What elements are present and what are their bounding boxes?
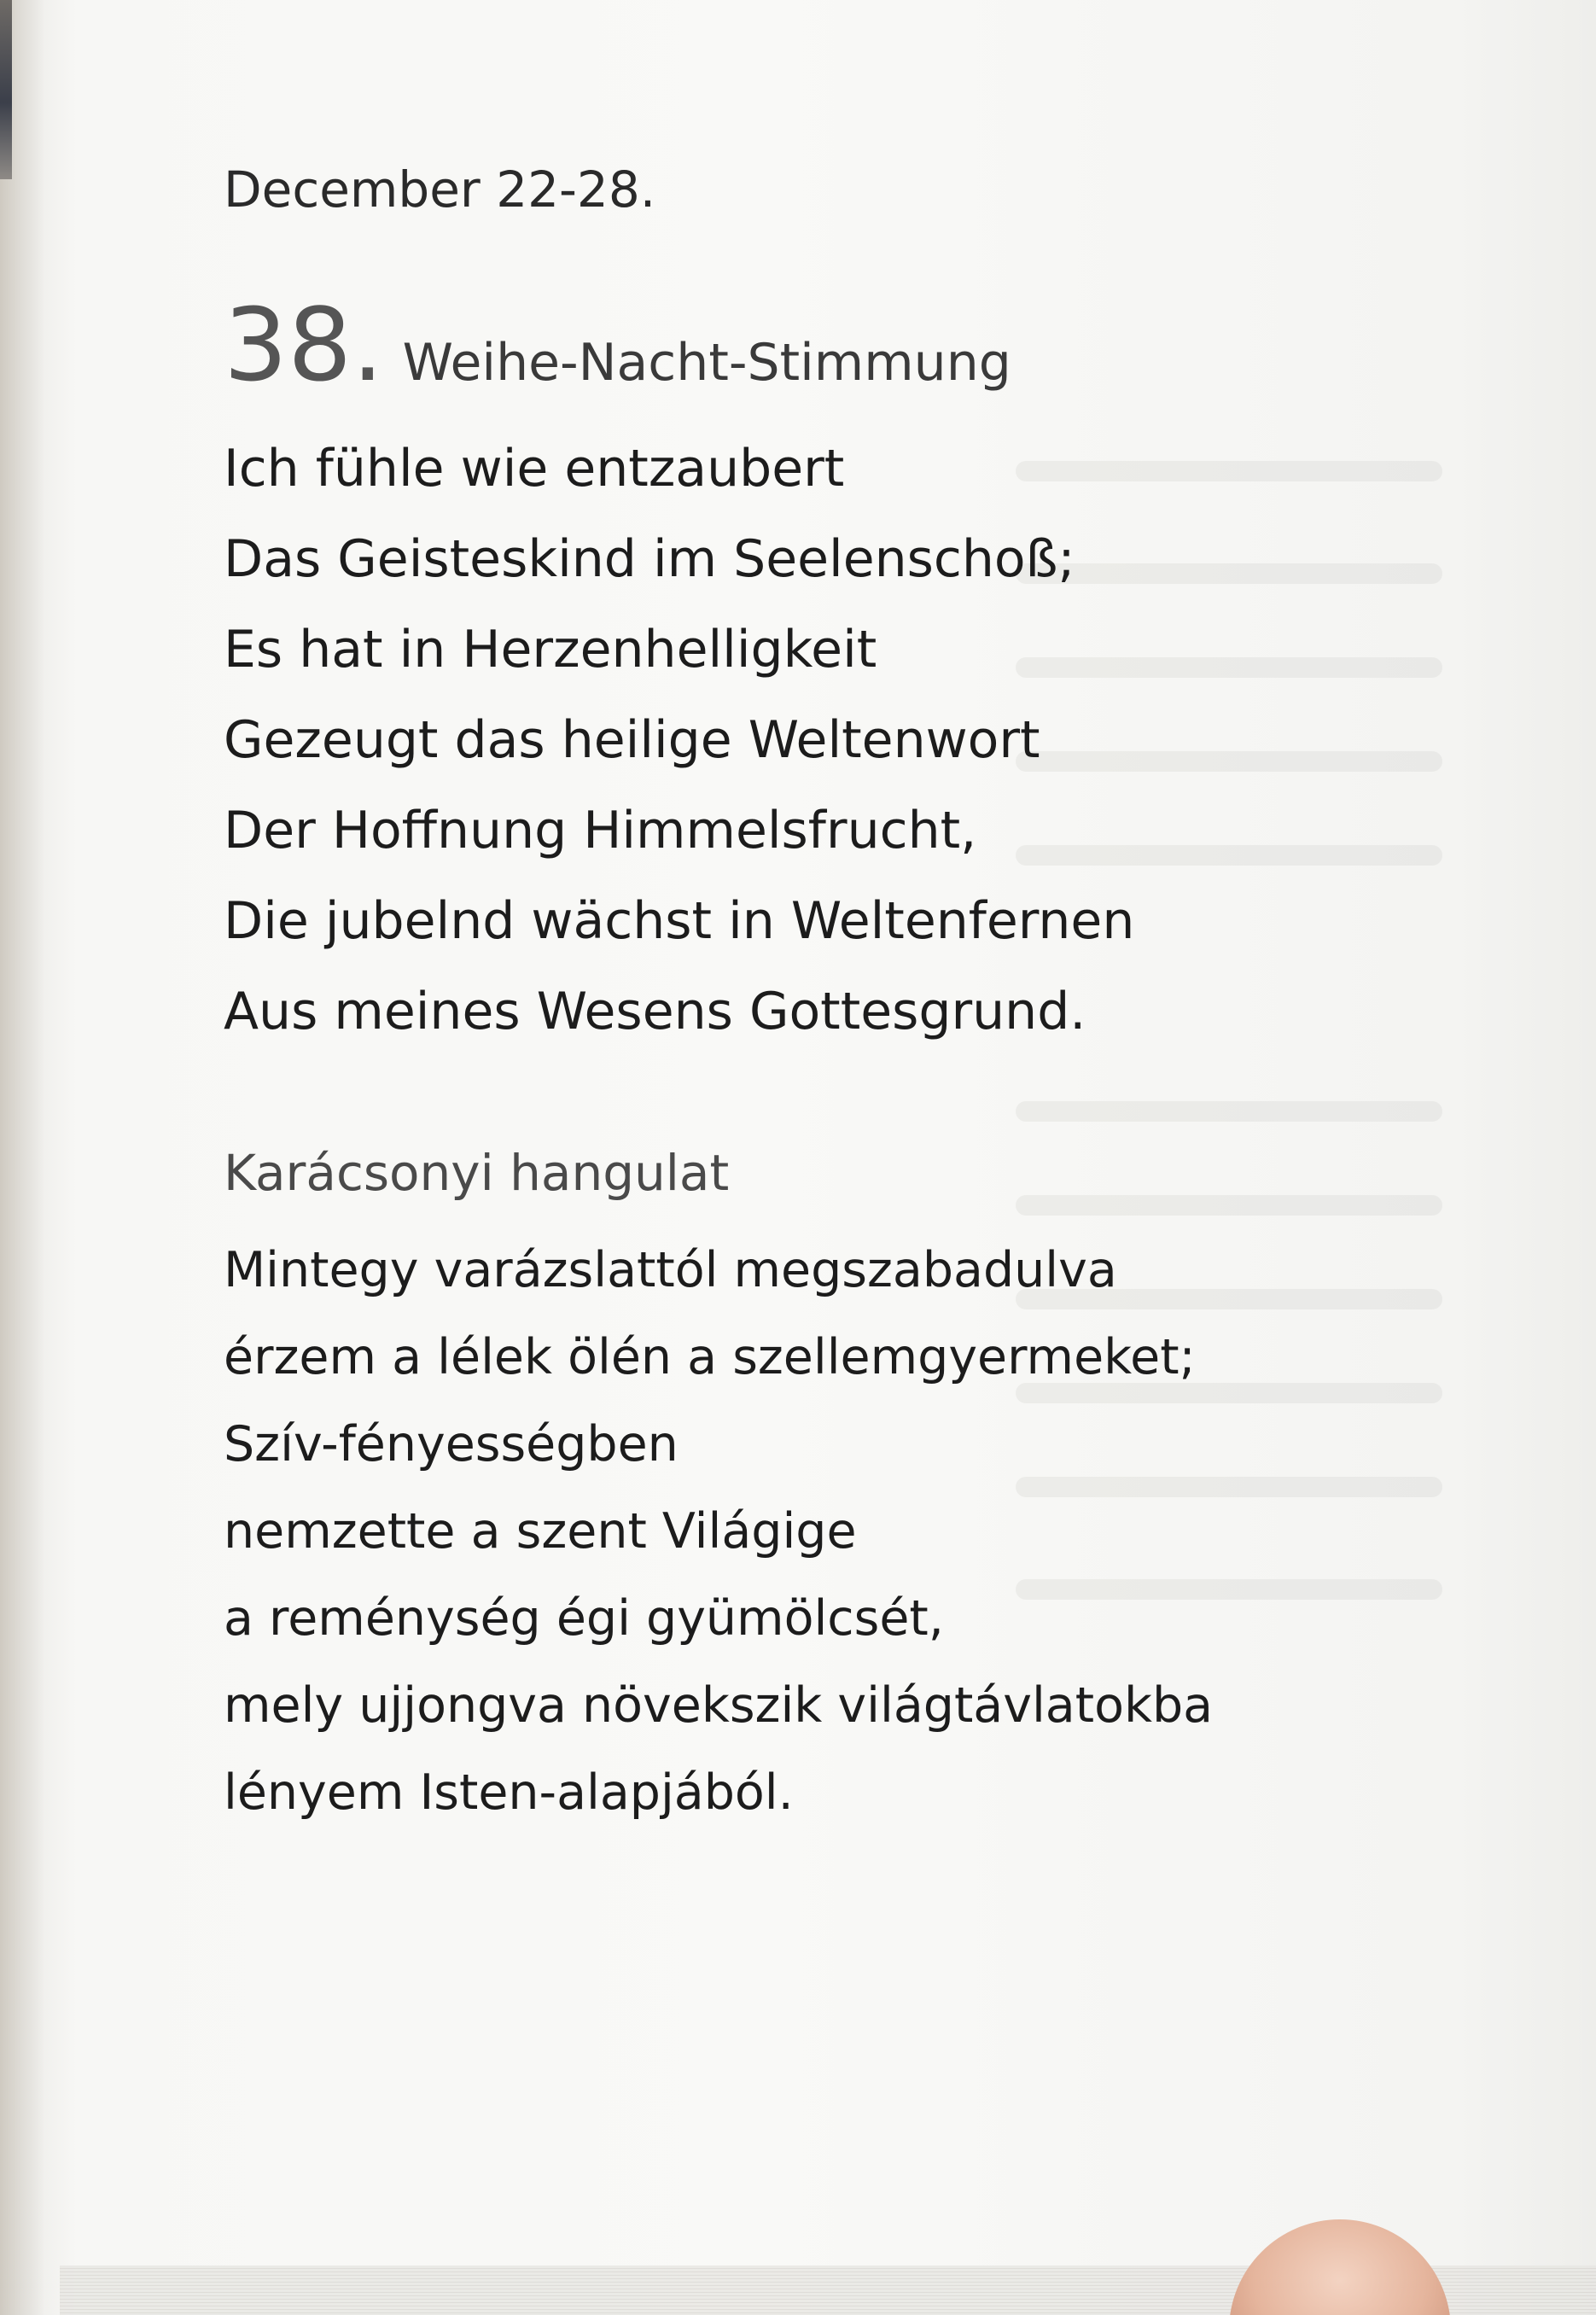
verse-line: Mintegy varázslattól megszabadulva — [224, 1242, 1117, 1298]
verse-line: Der Hoffnung Himmelsfrucht, — [224, 801, 977, 860]
poem-title: Weihe-Nacht-Stimmung — [402, 333, 1011, 393]
verse-line: Das Geisteskind im Seelenschoß; — [224, 529, 1075, 589]
verse-line: Aus meines Wesens Gottesgrund. — [224, 982, 1086, 1041]
poem-heading — [224, 286, 1011, 404]
bleed-through-text — [1016, 1195, 1442, 1216]
thumb — [1229, 2219, 1451, 2315]
verse-line: mely ujjongva növekszik világtávlatokba — [224, 1677, 1214, 1734]
verse-line: nemzette a szent Világige — [224, 1503, 857, 1560]
verse-line: lényem Isten-alapjából. — [224, 1764, 794, 1821]
verse-line: érzem a lélek ölén a szellemgyermeket; — [224, 1329, 1196, 1385]
bleed-through-text — [1016, 1101, 1442, 1122]
poem-number: 38. — [224, 286, 384, 404]
book-spine-shadow — [0, 0, 44, 2315]
translation-title: Karácsonyi hangulat — [224, 1144, 730, 1202]
verse-line: Gezeugt das heilige Weltenwort — [224, 710, 1040, 770]
verse-line: a reménység égi gyümölcsét, — [224, 1590, 944, 1647]
hungarian-verse — [224, 1227, 1213, 1836]
book-spine-edge — [0, 0, 12, 179]
verse-line: Die jubelnd wächst in Weltenfernen — [224, 891, 1135, 951]
verse-line: Ich fühle wie entzaubert — [224, 439, 845, 499]
verse-line: Es hat in Herzenhelligkeit — [224, 620, 877, 679]
date-heading: December 22-28. — [224, 160, 656, 219]
german-verse — [224, 423, 1134, 1057]
verse-line: Szív-fényességben — [224, 1416, 679, 1472]
